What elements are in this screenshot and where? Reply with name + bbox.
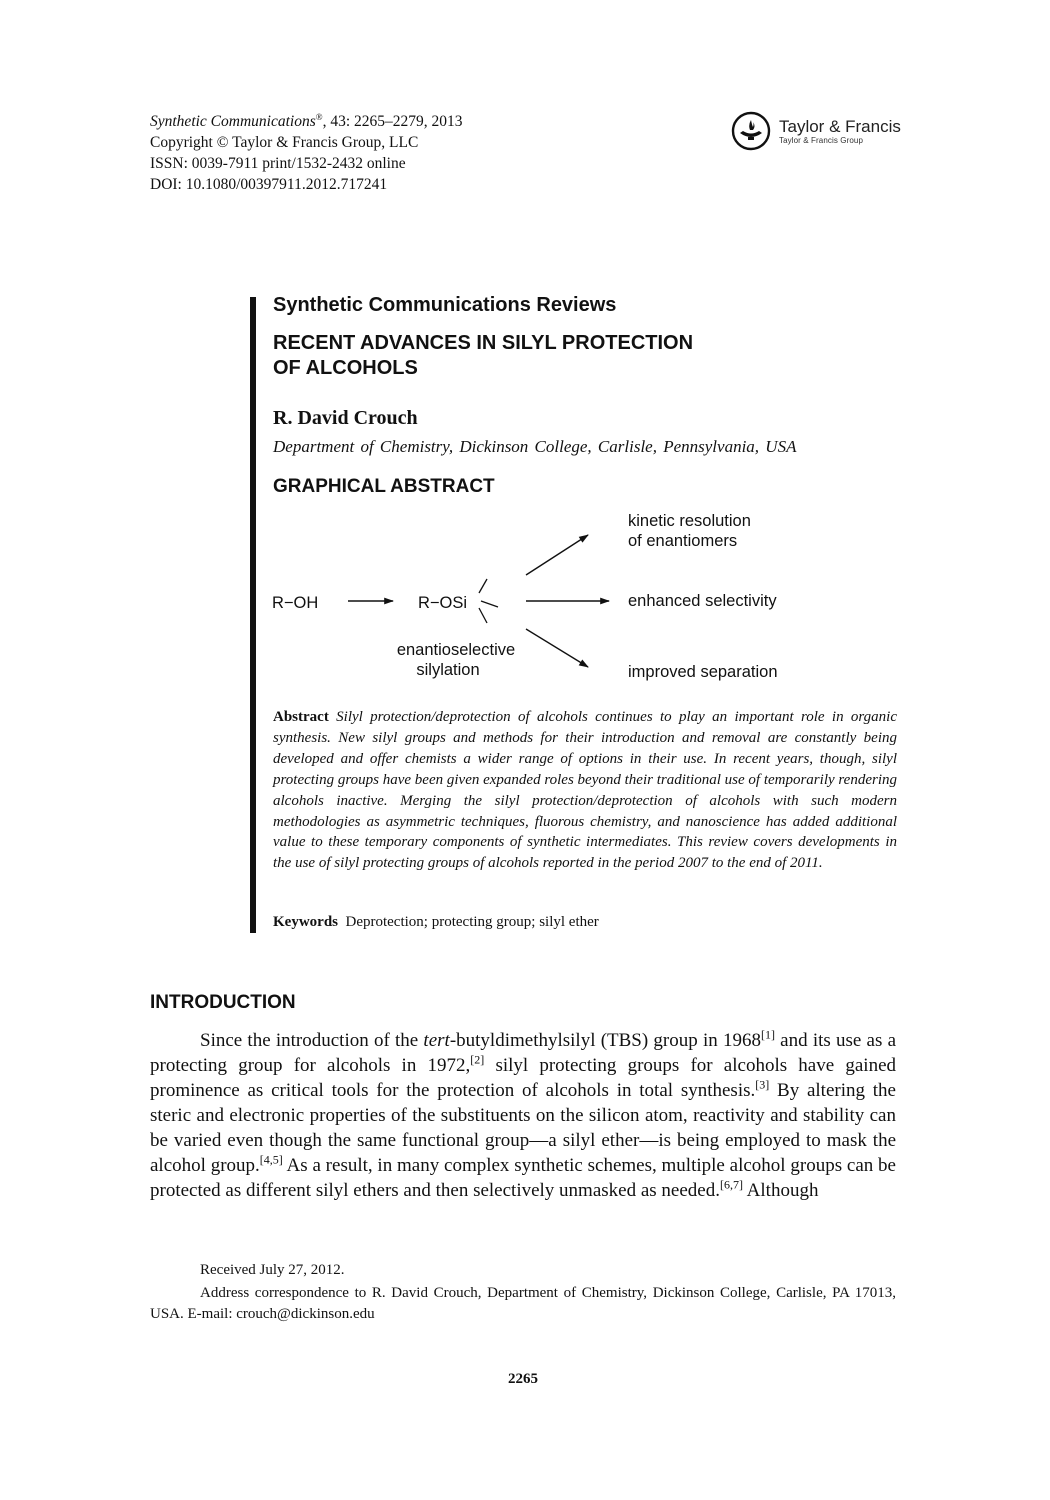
outcome-resolution-line-2: of enantiomers xyxy=(628,532,738,550)
intro-text-7: Although xyxy=(742,1180,819,1201)
registered-mark: ® xyxy=(315,112,323,122)
reactant-label: R−OH xyxy=(272,594,319,612)
introduction-paragraph xyxy=(150,1028,896,1203)
issn-line: ISSN: 0039-7911 print/1532-2432 online xyxy=(150,155,406,173)
silicon-bond-up xyxy=(479,579,487,593)
citation-ref-4-5: [4,5] xyxy=(259,1152,283,1167)
series-title: Synthetic Communications Reviews xyxy=(273,294,617,316)
citation-ref-1: [1] xyxy=(760,1027,775,1042)
silicon-bond-down xyxy=(479,608,487,623)
journal-name: Synthetic Communications xyxy=(150,113,316,131)
publisher-name: Taylor & Francis xyxy=(779,116,901,136)
abstract-text: Silyl protection/deprotection of alcohols continues to play an important role in organic synthesis. New silyl groups and methods for their introduction and removal are constantly being developed and offer chemists a wider range of options in their use. In recent years, though, silyl protecting groups have been given expanded roles beyond their traditional use of temporarily rendering alcohols inactive. Merging the silyl protection/deprotection of alcohols with such modern methodologies as asymmetric techniques, fluorous chemistry, and nanoscience has added additional value to these temporary components of synthetic intermediates. This review covers developments in the use of silyl protecting groups of alcohols reported in the period 2007 to the end of 2011. xyxy=(273,709,898,872)
section-rule xyxy=(250,297,256,933)
outcome-selectivity: enhanced selectivity xyxy=(628,592,777,610)
copyright-line: Copyright © Taylor & Francis Group, LLC xyxy=(150,134,419,152)
lamp-icon xyxy=(731,111,771,151)
volume-pages-year: , 43: 2265–2279, 2013 xyxy=(322,113,463,131)
product-label: R−OSi xyxy=(418,594,468,612)
keywords-text: Deprotection; protecting group; silyl ether xyxy=(345,914,599,930)
intro-text-4: silyl protecting groups for alcohols have gained prominence as critical tools for the protection of alcohols in total synthesis. xyxy=(150,1055,896,1101)
publisher-logo xyxy=(731,111,901,151)
intro-text-6: As a result, in many complex synthetic schemes, multiple alcohol groups can be protected as different silyl ethers and then selectively unmasked as needed. xyxy=(150,1155,896,1201)
keywords-label: Keywords xyxy=(273,914,338,930)
journal-masthead xyxy=(150,107,463,195)
correspondence-address: Address correspondence to R. David Crouch, Department of Chemistry, Dickinson College, Carlisle, PA 17013, USA. E-mail: crouch@dickinson.edu xyxy=(150,1285,896,1322)
step-label-line-2: silylation xyxy=(416,661,480,679)
arrow-to-resolution xyxy=(526,535,588,575)
step-label-line-1: enantioselective xyxy=(396,641,516,659)
silicon-bond-right xyxy=(481,601,498,607)
abstract-label: Abstract xyxy=(273,709,329,725)
introduction-body xyxy=(150,1028,896,1203)
abstract xyxy=(273,707,897,874)
intro-text-2: -butyldimethylsilyl (TBS) group in 1968 xyxy=(449,1030,761,1051)
citation-ref-3: [3] xyxy=(755,1077,770,1092)
citation-ref-6-7: [6,7] xyxy=(719,1177,743,1192)
intro-text-3: and its use as a protecting group for alcohols in 1972, xyxy=(150,1030,896,1076)
citation-ref-2: [2] xyxy=(470,1052,485,1067)
intro-text-5: By altering the steric and electronic properties of the substituents on the silicon atom, reactivity and stability can be varied even though the same functional group—a silyl ether—is being employed to mask the alcohol group. xyxy=(150,1080,896,1176)
outcome-separation: improved separation xyxy=(628,663,778,681)
article-title xyxy=(273,331,693,381)
reaction-scheme xyxy=(268,505,828,690)
page-number: 2265 xyxy=(508,1371,538,1387)
title-line-2: OF ALCOHOLS xyxy=(273,357,418,379)
received-date: Received July 27, 2012. xyxy=(200,1262,345,1278)
intro-italic-tert: tert xyxy=(423,1030,450,1051)
introduction-heading: INTRODUCTION xyxy=(150,992,296,1013)
author-affiliation: Department of Chemistry, Dickinson College, Carlisle, Pennsylvania, USA xyxy=(273,437,797,456)
publisher-group: Taylor & Francis Group xyxy=(779,135,864,145)
graphical-abstract-heading: GRAPHICAL ABSTRACT xyxy=(273,476,495,497)
doi-line: DOI: 10.1080/00397911.2012.717241 xyxy=(150,176,388,194)
author-name: R. David Crouch xyxy=(273,407,418,429)
keywords xyxy=(273,914,599,931)
title-line-1: RECENT ADVANCES IN SILYL PROTECTION xyxy=(273,332,694,354)
arrow-to-separation xyxy=(526,629,588,667)
intro-text-1: Since the introduction of the xyxy=(200,1030,424,1051)
journal-citation xyxy=(150,107,463,132)
outcome-resolution-line-1: kinetic resolution xyxy=(628,512,751,530)
